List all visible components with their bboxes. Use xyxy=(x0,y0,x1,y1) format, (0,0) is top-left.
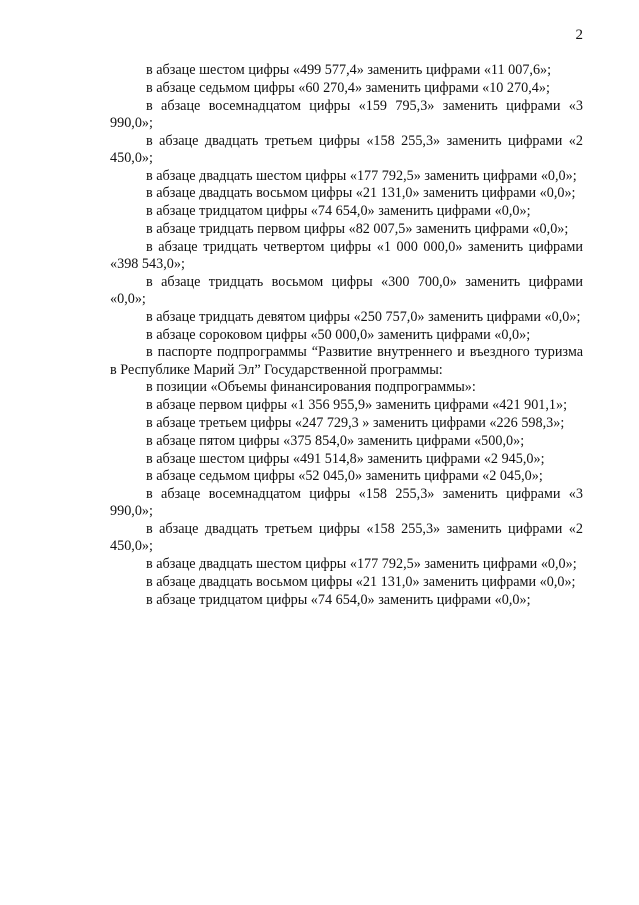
amendment-paragraph: в абзаце тридцать девятом цифры «250 757,0» заменить цифрами «0,0»; xyxy=(146,308,581,325)
amendment-paragraph: в абзаце двадцать третьем цифры «158 255,3» заменить цифрами «2 450,0»; xyxy=(110,521,583,555)
amendment-paragraph: в абзаце третьем цифры «247 729,3 » заменить цифрами «226 598,3»; xyxy=(146,414,565,431)
amendment-paragraph: в абзаце сороковом цифры «50 000,0» заменить цифрами «0,0»; xyxy=(146,326,531,343)
amendment-paragraph: в абзаце седьмом цифры «60 270,4» заменить цифрами «10 270,4»; xyxy=(146,79,550,96)
amendment-paragraph: в абзаце шестом цифры «491 514,8» заменить цифрами «2 945,0»; xyxy=(146,450,545,467)
amendment-paragraph: в абзаце тридцать восьмом цифры «300 700,0» заменить цифрами «0,0»; xyxy=(110,273,583,307)
amendment-paragraph: в абзаце восемнадцатом цифры «158 255,3» заменить цифрами «3 990,0»; xyxy=(110,486,583,520)
amendment-paragraph: в абзаце шестом цифры «499 577,4» заменить цифрами «11 007,6»; xyxy=(146,62,552,78)
amendment-paragraph: в абзаце пятом цифры «375 854,0» заменить цифрами «500,0»; xyxy=(146,432,525,449)
amendment-paragraph: в абзаце двадцать восьмом цифры «21 131,0» заменить цифрами «0,0»; xyxy=(146,573,576,590)
amendment-paragraph: в абзаце тридцать четвертом цифры «1 000 000,0» заменить цифрами «398 543,0»; xyxy=(110,238,583,272)
document-body xyxy=(110,62,583,610)
amendment-paragraph: в абзаце седьмом цифры «52 045,0» заменить цифрами «2 045,0»; xyxy=(146,468,543,485)
amendment-paragraph: в абзаце первом цифры «1 356 955,9» заменить цифрами «421 901,1»; xyxy=(146,397,568,414)
subprogram-passport-paragraph: в паспорте подпрограммы “Развитие внутреннего и въездного туризма в Республике Марий Эл” Государственной программы: xyxy=(110,344,583,378)
amendment-paragraph: в абзаце тридцатом цифры «74 654,0» заменить цифрами «0,0»; xyxy=(146,591,531,608)
amendment-paragraph: в абзаце двадцать шестом цифры «177 792,5» заменить цифрами «0,0»; xyxy=(146,167,577,184)
funding-position-paragraph: в позиции «Объемы финансирования подпрограммы»: xyxy=(146,379,476,396)
amendment-paragraph: в абзаце восемнадцатом цифры «159 795,3» заменить цифрами «3 990,0»; xyxy=(110,97,583,131)
page-number: 2 xyxy=(575,27,583,43)
amendment-paragraph: в абзаце тридцатом цифры «74 654,0» заменить цифрами «0,0»; xyxy=(146,203,531,220)
amendment-paragraph: в абзаце двадцать шестом цифры «177 792,5» заменить цифрами «0,0»; xyxy=(146,556,577,573)
amendment-paragraph: в абзаце двадцать восьмом цифры «21 131,0» заменить цифрами «0,0»; xyxy=(146,185,576,202)
amendment-paragraph: в абзаце тридцать первом цифры «82 007,5» заменить цифрами «0,0»; xyxy=(146,220,569,237)
amendment-paragraph: в абзаце двадцать третьем цифры «158 255,3» заменить цифрами «2 450,0»; xyxy=(110,132,583,166)
